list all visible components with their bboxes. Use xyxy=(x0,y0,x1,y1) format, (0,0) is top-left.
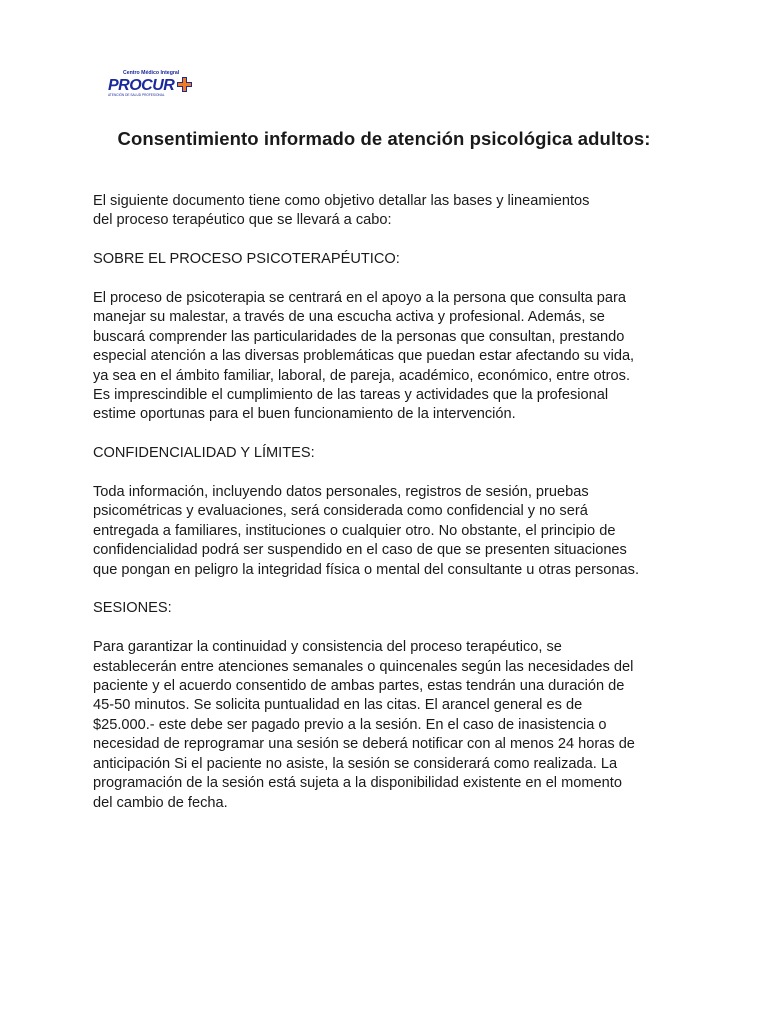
text-line: manejar su malestar, a través de una escucha activa y profesional. Además, se xyxy=(93,309,605,326)
text-line: anticipación Si el paciente no asiste, la sesión se considerará como realizada. La xyxy=(93,755,618,772)
document-title: Consentimiento informado de atención psicológica adultos: xyxy=(117,128,651,149)
text-line: necesidad de reprogramar una sesión se deberá notificar con al menos 24 horas de xyxy=(93,736,635,753)
text-line: 45-50 minutos. Se solicita puntualidad en las citas. El arancel general es de xyxy=(93,697,583,714)
medical-cross-icon xyxy=(177,77,192,92)
logo-tagline: Centro Médico Integral xyxy=(123,70,180,76)
text-line: ya sea en el ámbito familiar, laboral, de pareja, académico, económico, entre otros. xyxy=(93,367,631,384)
logo-brand: PROCUR xyxy=(108,77,175,94)
text-line: El proceso de psicoterapia se centrará en el apoyo a la persona que consulta para xyxy=(93,290,627,306)
text-line: Toda información, incluyendo datos personales, registros de sesión, pruebas xyxy=(93,484,589,501)
text-line: estime oportunas para el buen funcionamiento de la intervención. xyxy=(93,406,516,423)
document-body xyxy=(93,192,683,832)
procur-logo xyxy=(107,68,197,98)
text-line: del proceso terapéutico que se llevará a cabo: xyxy=(93,212,392,229)
text-line: especial atención a las diversas problemáticas que puedan estar afectando su vida, xyxy=(93,348,635,365)
section-heading-sesiones: SESIONES: xyxy=(93,600,172,617)
text-line: establecerán entre atenciones semanales o quincenales según las necesidades del xyxy=(93,658,634,675)
section-paragraph-confidencialidad xyxy=(93,483,683,580)
text-line: paciente y el acuerdo consentido de ambas partes, estas tendrán una duración de xyxy=(93,678,625,695)
section-heading-confidencialidad: CONFIDENCIALIDAD Y LÍMITES: xyxy=(93,445,315,462)
text-line: Para garantizar la continuidad y consistencia del proceso terapéutico, se xyxy=(93,639,562,656)
text-line: que pongan en peligro la integridad física o mental del consultante u otras personas. xyxy=(93,561,640,578)
text-line: $25.000.- este debe ser pagado previo a la sesión. En el caso de inasistencia o xyxy=(93,716,607,733)
section-paragraph-sesiones xyxy=(93,638,683,813)
logo-subtitle: ATENCIÓN DE SALUD PROFESIONAL xyxy=(108,93,165,97)
text-line: programación de la sesión está sujeta a la disponibilidad existente en el momento xyxy=(93,775,622,792)
intro-paragraph xyxy=(93,192,683,231)
section-heading-proceso: SOBRE EL PROCESO PSICOTERAPÉUTICO: xyxy=(93,251,400,268)
text-line: El siguiente documento tiene como objetivo detallar las bases y lineamientos xyxy=(93,193,590,209)
text-line: Es imprescindible el cumplimiento de las tareas y actividades que la profesional xyxy=(93,387,609,404)
text-line: psicométricas y evaluaciones, será considerada como confidencial y no será xyxy=(93,503,588,520)
text-line: buscará comprender las particularidades de la personas que consultan, prestando xyxy=(93,328,625,345)
text-line: del cambio de fecha. xyxy=(93,794,228,811)
section-paragraph-proceso xyxy=(93,289,683,425)
text-line: entregada a familiares, instituciones o cualquier otro. No obstante, el principio de xyxy=(93,522,616,539)
text-line: confidencialidad podrá ser suspendido en el caso de que se presenten situaciones xyxy=(93,542,627,559)
